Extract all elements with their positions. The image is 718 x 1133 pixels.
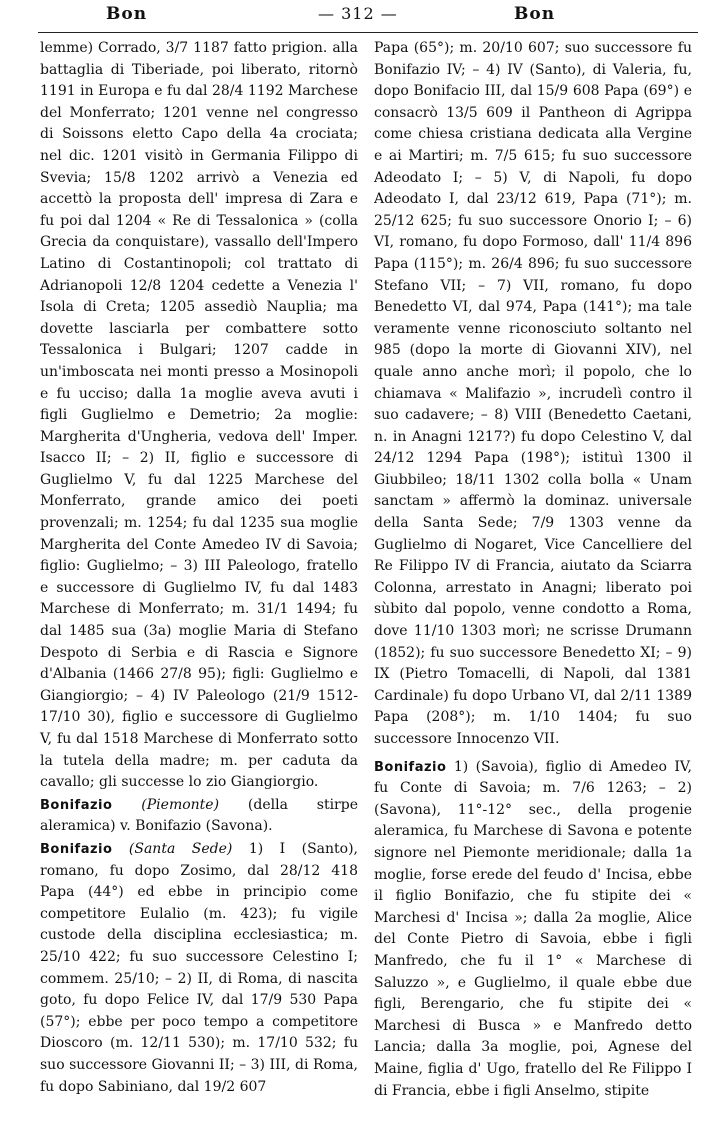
entry-continuation: Papa (65°); m. 20/10 607; suo successore fu Bonifazio IV; – 4) IV (Santo), di Valeria, fu, dopo Bonifacio III, dal 15/9 608 Papa (69°) e consacrò 13/5 609 il Pantheon di Agrippa come chiesa cristiana dedicata alla Vergine e ai Martiri; m. 7/5 615; fu suo successore Adeodato I; – 5) V, di Napoli, fu dopo Adeodato I, dal 23/12 619, Papa (71°); m. 25/12 625; fu suo successore Onorio I; – 6) VI, romano, fu dopo Formoso, dall' 11/4 896 Papa (115°); m. 26/4 896; fu suo successore Stefano VII; – 7) VII, romano, fu dopo Benedetto VI, dal 974, Papa (141°); ma tale veramente venne riconosciuto soltanto nel 985 (dopo la morte di Giovanni XIV), nel quale anno anche morì; il popolo, che lo chiamava « Malifazio », incrudelì contro il suo cadavere; – 8) VIII (Benedetto Caetani, n. in Anagni 1217?) fu dopo Celestino V, dal 24/12 1294 Papa (198°); istituì 1300 il Giubbileo; 18/11 1302 colla bolla « Unam sanctam » affermò la dominaz. universale della Santa Sede; 7/9 1303 venne da Guglielmo di Nogaret, Vice Cancelliere del Re Filippo IV di Francia, aiutato da Sciarra Colonna, arrestato in Anagni; liberato poi sùbito dal popolo, venne condotto a Roma, dove 11/10 1303 morì; ne scrisse Drumann (1852); fu suo successore Benedetto XI; – 9) IX (Pietro Tomacelli, di Napoli, dal 1381 Cardinale) fu dopo Urbano VI, dal 2/11 1389 Papa (208°); m. 1/10 1404; fu suo successore Innocenzo VII. (374, 40, 692, 747)
running-head-left: Bon (106, 4, 148, 24)
page-header (0, 0, 718, 30)
entry-bonifazio-santa-sede (40, 839, 358, 1098)
entry-qualifier: (Santa Sede) (128, 840, 233, 857)
left-column (40, 38, 358, 1098)
headword: Bonifazio (40, 841, 113, 857)
headword: Bonifazio (40, 797, 113, 813)
right-column (374, 38, 692, 1102)
header-rule (38, 32, 698, 33)
page-number: — 312 — (318, 4, 398, 23)
entry-qualifier: (Piemonte) (141, 796, 220, 813)
entry-bonifazio-piemonte (40, 795, 358, 838)
running-head-right: Bon (514, 4, 556, 24)
entry-bonifazio-savoia (374, 757, 692, 1103)
headword: Bonifazio (374, 759, 447, 775)
entry-text: 1) I (Santo), romano, fu dopo Zosimo, dal 28/12 418 Papa (44°) ed ebbe in principio come competitore Eulalio (m. 423); fu vigile custode della disciplina ecclesiastica; m. 25/10 422; fu suo successore Celestino I; commem. 25/10; – 2) II, di Roma, di nascita goto, fu dopo Felice IV, dal 17/9 530 Papa (57°); ebbe per poco tempo a competitore Dioscoro (m. 12/11 530); m. 17/10 532; fu suo successore Giovanni II; – 3) III, di Roma, fu dopo Sabiniano, dal 19/2 607 (40, 840, 359, 1095)
entry-text: 1) (Savoia), figlio di Amedeo IV, fu Conte di Savoia; m. 7/6 1263; – 2) (Savona), 11°-12° sec., della progenie aleramica, fu Marchese di Savona e potente signore nel Piemonte meridionale; dalla 1a moglie, forse erede del feudo d' Incisa, ebbe il figlio Bonifazio, che fu stipite dei « Marchesi d' Incisa »; dalla 2a moglie, Alice del Conte Pietro di Savoia, ebbe i figli Manfredo, che fu il 1° « Marchese di Saluzzo », e Guglielmo, il quale ebbe due figli, Berengario, che fu stipite dei « Marchesi di Busca » e Manfredo detto Lancia; dalla 3a moglie, poi, Agnese del Maine, figlia d' Ugo, fratello del Re Filippo I di Francia, ebbe i figli Anselmo, stipite (374, 758, 692, 1099)
entry-continuation: lemme) Corrado, 3/7 1187 fatto prigion. alla battaglia di Tiberiade, poi liberato, ritornò 1191 in Europa e fu dal 28/4 1192 Marchese del Monferrato; 1201 venne nel congresso di Soissons eletto Capo della 4a crociata; nel dic. 1201 visitò in Germania Filippo di Svevia; 15/8 1202 arrivò a Venezia ed accettò la proposta dell' impresa di Zara e fu poi dal 1204 « Re di Tessalonica » (colla Grecia da conquistare), vassallo dell'Impero Latino di Costantinopoli; col trattato di Adrianopoli 12/8 1204 cedette a Venezia l' Isola di Creta; 1205 assediò Nauplia; ma dovette lasciarla per combattere sotto Tessalonica i Bulgari; 1207 cadde in un'imboscata nei monti presso a Mosinopoli e fu ucciso; dalla 1a moglie aveva avuti i figli Guglielmo e Demetrio; 2a moglie: Margherita d'Ungheria, vedova dell' Imper. Isacco II; – 2) II, figlio e successore di Guglielmo V, fu dal 1225 Marchese del Monferrato, grande amico dei poeti provenzali; m. 1254; fu dal 1235 sua moglie Margherita del Conte Amedeo IV di Savoia; figlio: Guglielmo; – 3) III Paleologo, fratello e successore di Guglielmo IV, fu dal 1483 Marchese di Monferrato; m. 31/1 1494; fu dal 1485 sua (3a) moglie Maria di Stefano Despoto di Serbia e di Rascia e Signore d'Albania (1466 27/8 95); figli: Guglielmo e Giangiorgio; – 4) IV Paleologo (21/9 1512-17/10 30), figlio e successore di Guglielmo V, fu dal 1518 Marchese di Monferrato sotto la tutela della madre; m. per caduta da cavallo; gli successe lo zio Giangiorgio. (40, 40, 358, 791)
entry-text: (della stirpe aleramica) v. Bonifazio (Savona). (40, 796, 358, 835)
